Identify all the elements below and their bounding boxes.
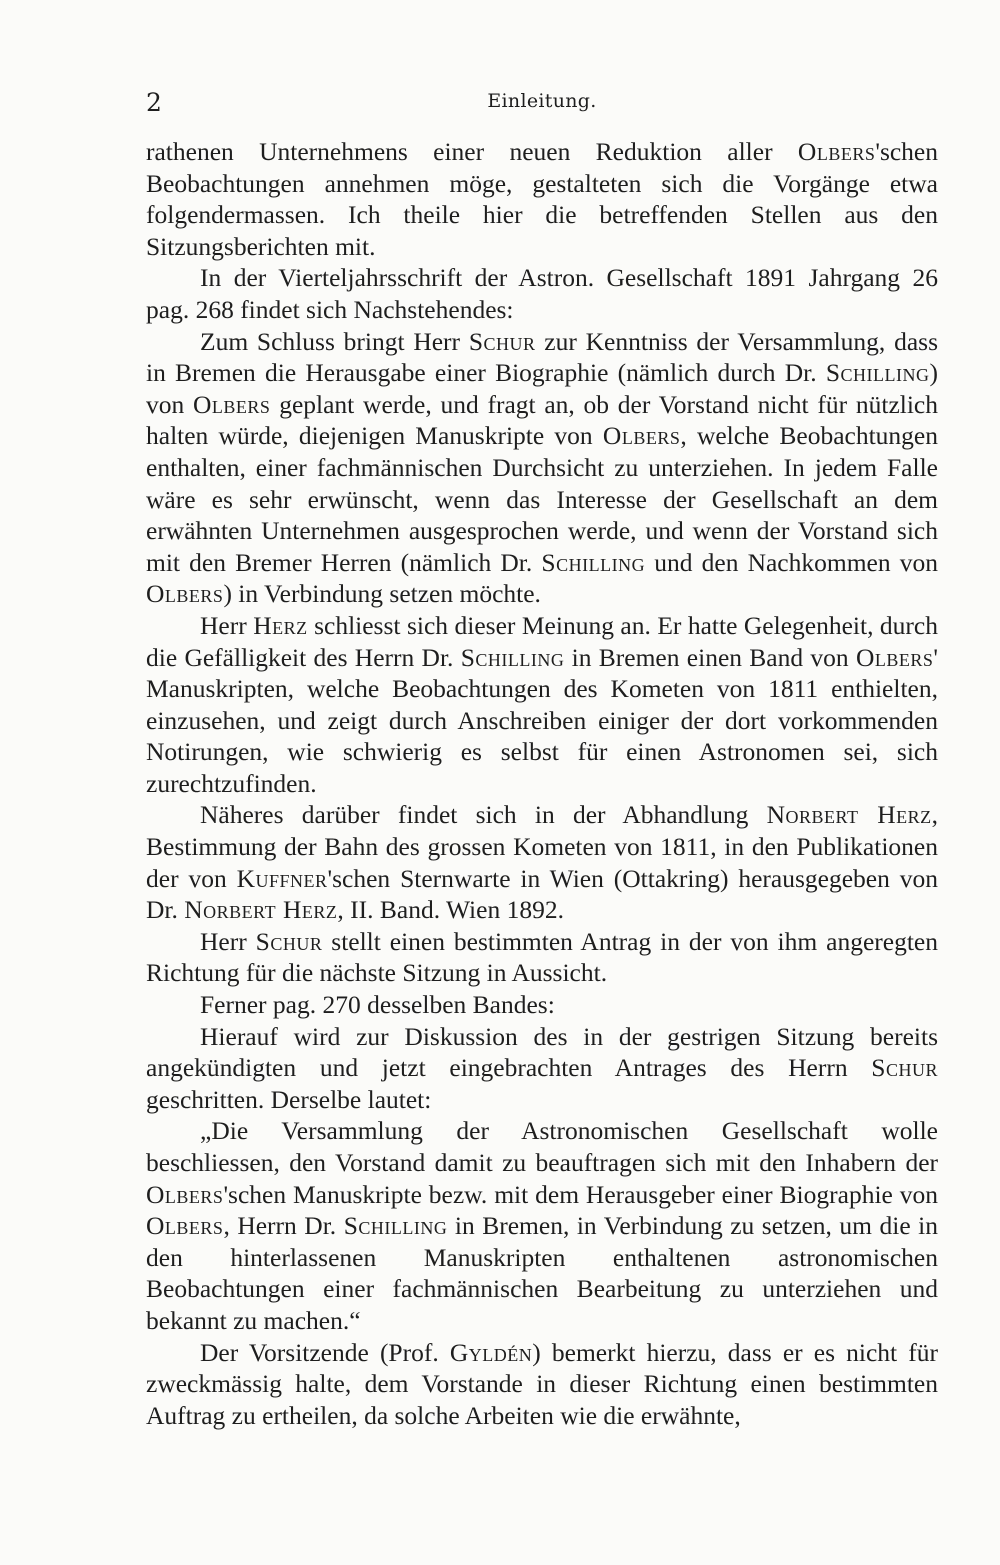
running-title: Einleitung. [487, 90, 597, 112]
text-run: , Herrn Dr. [223, 1211, 344, 1241]
text-run: rathenen Unternehmens einer neuen Reduktion aller [146, 137, 798, 166]
paragraph [146, 926, 938, 989]
paragraph [146, 262, 938, 325]
text-run: Herr [200, 926, 256, 956]
person-name: Schilling [541, 547, 646, 577]
paragraph [146, 1337, 938, 1432]
text-run: In der Vierteljahrsschrift der Astron. Gesellschaft 1891 Jahrgang 26 pag. 268 findet sich Nachstehendes: [146, 263, 938, 324]
paragraph [146, 610, 938, 800]
text-run: Hierauf wird zur Diskussion des in der gestrigen Sitzung bereits angekündigten und jetzt eingebrachten Antrages des Herrn [146, 1021, 938, 1083]
person-name: Norbert Herz [766, 800, 932, 830]
text-run: „Die Versammlung der Astronomischen Gesellschaft wolle beschliessen, den Vorstand damit zu beauftragen sich mit den Inhabern der [146, 1116, 938, 1177]
text-run: , Bestimmung der Bahn des grossen Kometen von 1811, in den Publikationen der von [146, 800, 938, 893]
page-header [146, 88, 938, 118]
text-run: Ferner pag. 270 desselben Bandes: [200, 990, 555, 1020]
text-run: Näheres darüber findet sich in der Abhandlung [200, 800, 767, 830]
paragraph [146, 136, 938, 262]
text-run: ) in Verbindung setzen möchte. [223, 579, 541, 609]
person-name: Schilling [460, 642, 565, 672]
paragraph [146, 799, 938, 925]
text-run: 'schen Manuskripte bezw. mit dem Herausgeber einer Biographie von [223, 1179, 938, 1209]
person-name: Schur [871, 1053, 938, 1083]
person-name: Herz [253, 610, 308, 640]
text-run: schliesst sich dieser Meinung an. Er hatte Gelegenheit, durch die Gefälligkeit des Herrn Dr. [146, 610, 938, 672]
person-name: Norbert Herz [184, 895, 338, 925]
text-run: Herr [200, 610, 254, 640]
person-name: Schur [468, 326, 536, 356]
person-name: Schilling [343, 1211, 448, 1241]
body-text [146, 136, 938, 1431]
page-number: 2 [146, 88, 162, 117]
text-run: Zum Schluss bringt Herr [200, 326, 469, 356]
person-name: Olbers [855, 642, 934, 672]
text-run: und den Nachkommen von [645, 547, 939, 577]
person-name: Schilling [825, 358, 930, 388]
text-run: , II. Band. Wien 1892. [337, 895, 564, 925]
text-run: ' Manuskripten, welche Beobachtungen des Kometen von 1811 enthielten, einzusehen, und zeigt durch Anschreiben einiger der dort vorkommenden Notirungen, wie schwierig es selbst für einen Astronomen sei, sich zurechtzufinden. [146, 642, 938, 798]
person-name: Schur [255, 926, 323, 956]
text-run: ) bemerkt hierzu, dass er es nicht für zweckmässig halte, dem Vorstande in dieser Richtung einen bestimmten Auftrag zu ertheilen, da solche Arbeiten wie die erwähnte, [146, 1337, 938, 1430]
paragraph [146, 1115, 938, 1336]
text-run: 'schen Sternwarte in Wien (Ottakring) herausgegeben von Dr. [146, 863, 939, 925]
paragraph [146, 1021, 938, 1116]
person-name: Olbers [146, 1179, 224, 1209]
person-name: Olbers [797, 137, 876, 166]
person-name: Olbers [146, 579, 224, 609]
person-name: Kuffner [236, 863, 328, 893]
person-name: Olbers [193, 389, 271, 419]
person-name: Gyldén [449, 1337, 533, 1367]
person-name: Olbers [602, 421, 681, 451]
text-run: Der Vorsitzende (Prof. [200, 1337, 450, 1367]
text-run: ) von [146, 358, 938, 419]
text-run: stellt einen bestimmten Antrag in der von ihm angeregten Richtung für die nächste Sitzung in Aussicht. [146, 926, 938, 988]
text-run: zur Kenntniss der Versammlung, dass in Bremen die Herausgabe einer Biographie (nämlich durch Dr. [146, 326, 938, 388]
text-run: in Bremen, in Verbindung zu setzen, um die in den hinterlassenen Manuskripten enthaltenen astronomischen Beobachtungen einer fachmännischen Bearbeitung zu unterziehen und bekannt zu machen.“ [146, 1211, 938, 1335]
text-run: in Bremen einen Band von [564, 642, 856, 672]
text-run: geschritten. Derselbe lautet: [146, 1084, 432, 1114]
text-run: 'schen Beobachtungen annehmen möge, gestalteten sich die Vorgänge etwa folgendermassen. Ich theile hier die betreffenden Stellen aus den Sitzungsberichten mit. [146, 137, 938, 261]
person-name: Olbers [146, 1211, 224, 1241]
paragraph [146, 989, 938, 1021]
paragraph [146, 326, 938, 610]
text-run: geplant werde, und fragt an, ob der Vorstand nicht für nützlich halten würde, diejenigen Manuskripte von [146, 389, 938, 451]
text-run: , welche Beobachtungen enthalten, einer fachmännischen Durchsicht zu unterziehen. In jedem Falle wäre es sehr erwünscht, wenn das Interesse der Gesellschaft an dem erwähnten Unternehmen ausgesprochen werde, und wenn der Vorstand sich mit den Bremer Herren (nämlich Dr. [146, 421, 938, 577]
